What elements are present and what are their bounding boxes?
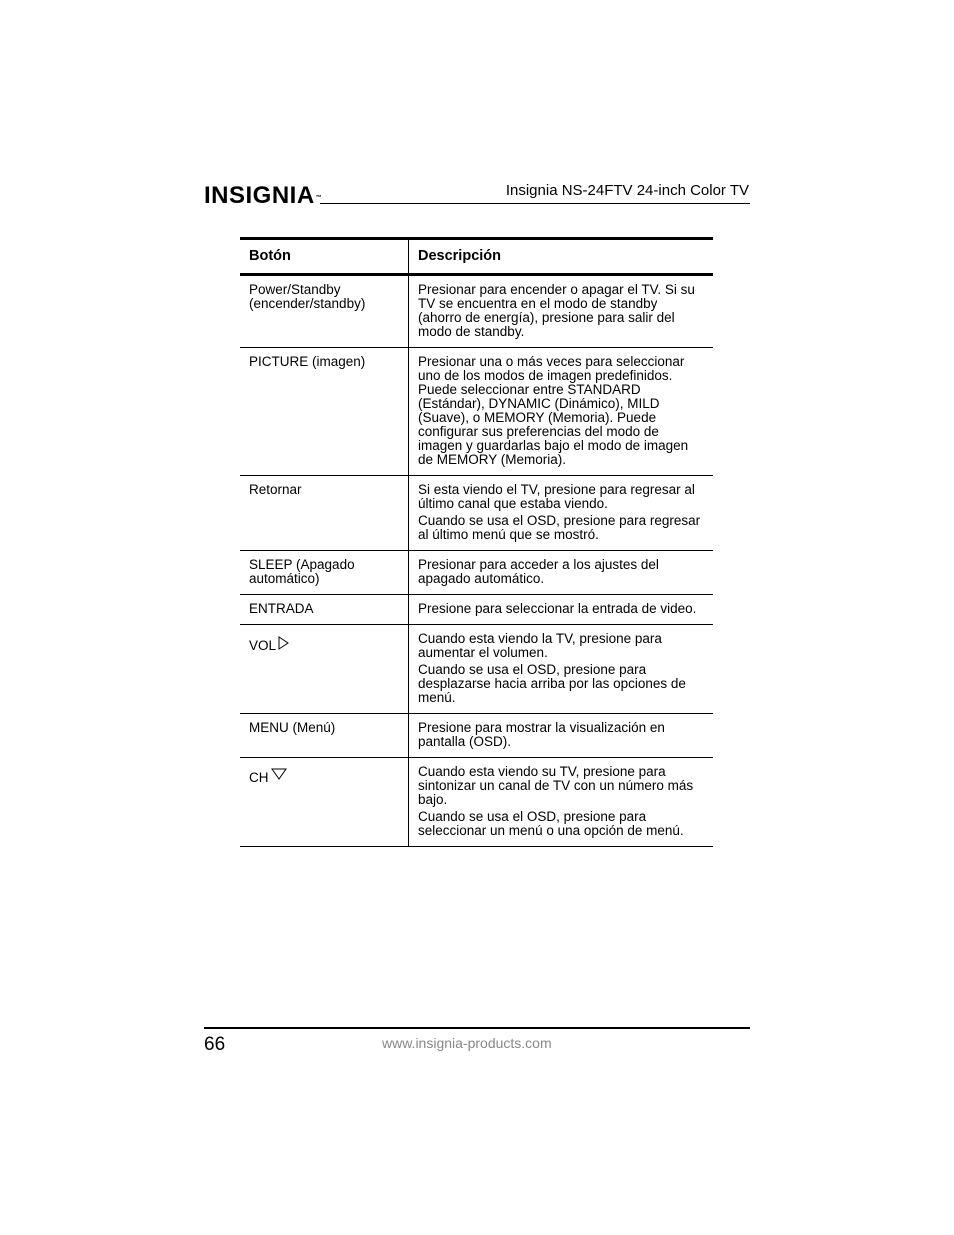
button-name: CH [249,770,269,786]
button-name: Retornar [249,482,302,497]
button-cell [240,275,409,348]
description-cell [409,476,714,551]
description-cell [409,551,714,595]
button-cell [240,348,409,476]
button-name: SLEEP (Apagado automático) [249,557,355,586]
description-text: Presionar una o más veces para seleccionar uno de los modos de imagen predefinidos. Puede seleccionar entre STANDARD (Estándar), DYNAMIC (Dinámico), MILD (Suave), o MEMORY (Memoria). Puede configurar sus preferencias del modo de imagen y guardarlas bajo el modo de imagen de MEMORY (Memoria). [418,354,689,467]
table-row [240,348,713,476]
description-text: Cuando esta viendo su TV, presione para sintonizar un canal de TV con un número más bajo. [418,764,694,807]
button-name: Power/Standby (encender/standby) [249,282,366,311]
description-text: Presionar para acceder a los ajustes del apagado automático. [418,557,659,586]
button-name: VOL [249,638,277,654]
table-row [240,714,713,758]
button-name: MENU (Menú) [249,720,336,735]
table-row [240,758,713,847]
description-text: Cuando esta viendo la TV, presione para aumentar el volumen. [418,631,662,660]
button-cell [240,551,409,595]
button-name-with-icon [249,771,287,786]
description-cell [409,275,714,348]
description-text: Cuando se usa el OSD, presione para desplazarse hacia arriba por las opciones de menú. [418,662,686,705]
description-cell [409,758,714,847]
button-name: PICTURE (imagen) [249,354,366,369]
description-text: Presionar para encender o apagar el TV. Si su TV se encuentra en el modo de standby (ahorro de energía), presione para salir del modo de standby. [418,282,695,339]
column-header-description: Descripción [409,239,714,275]
table-row [240,551,713,595]
description-text: Cuando se usa el OSD, presione para seleccionar un menú o una opción de menú. [418,809,684,838]
button-description-table [240,237,713,847]
table-row [240,275,713,348]
triangle-right-icon [278,636,289,653]
button-cell [240,714,409,758]
button-cell [240,476,409,551]
column-header-button: Botón [240,239,409,275]
table-header-row [240,239,713,275]
page-header-title: Insignia NS-24FTV 24-inch Color TV [505,182,749,199]
triangle-down-icon [271,768,287,783]
footer-divider [204,1027,750,1029]
description-cell [409,625,714,714]
button-name: ENTRADA [249,601,314,616]
header-divider [320,203,750,204]
description-text: Presione para seleccionar la entrada de video. [418,601,697,616]
description-text: Presione para mostrar la visualización en pantalla (OSD). [418,720,665,749]
table-row [240,625,713,714]
description-cell [409,595,714,625]
insignia-logo [204,184,322,208]
page-number: 66 [204,1034,226,1055]
logo-text: INSIGNIA [204,182,315,209]
logo-trademark: ™ [315,195,323,201]
description-cell [409,714,714,758]
description-text: Si esta viendo el TV, presione para regresar al último canal que estaba viendo. [418,482,695,511]
description-text: Cuando se usa el OSD, presione para regresar al último menú que se mostró. [418,513,701,542]
button-cell [240,625,409,714]
button-cell [240,595,409,625]
description-cell [409,348,714,476]
table-row [240,595,713,625]
button-cell [240,758,409,847]
footer-url: www.insignia-products.com [382,1035,552,1051]
table-row [240,476,713,551]
button-name-with-icon [249,638,289,655]
